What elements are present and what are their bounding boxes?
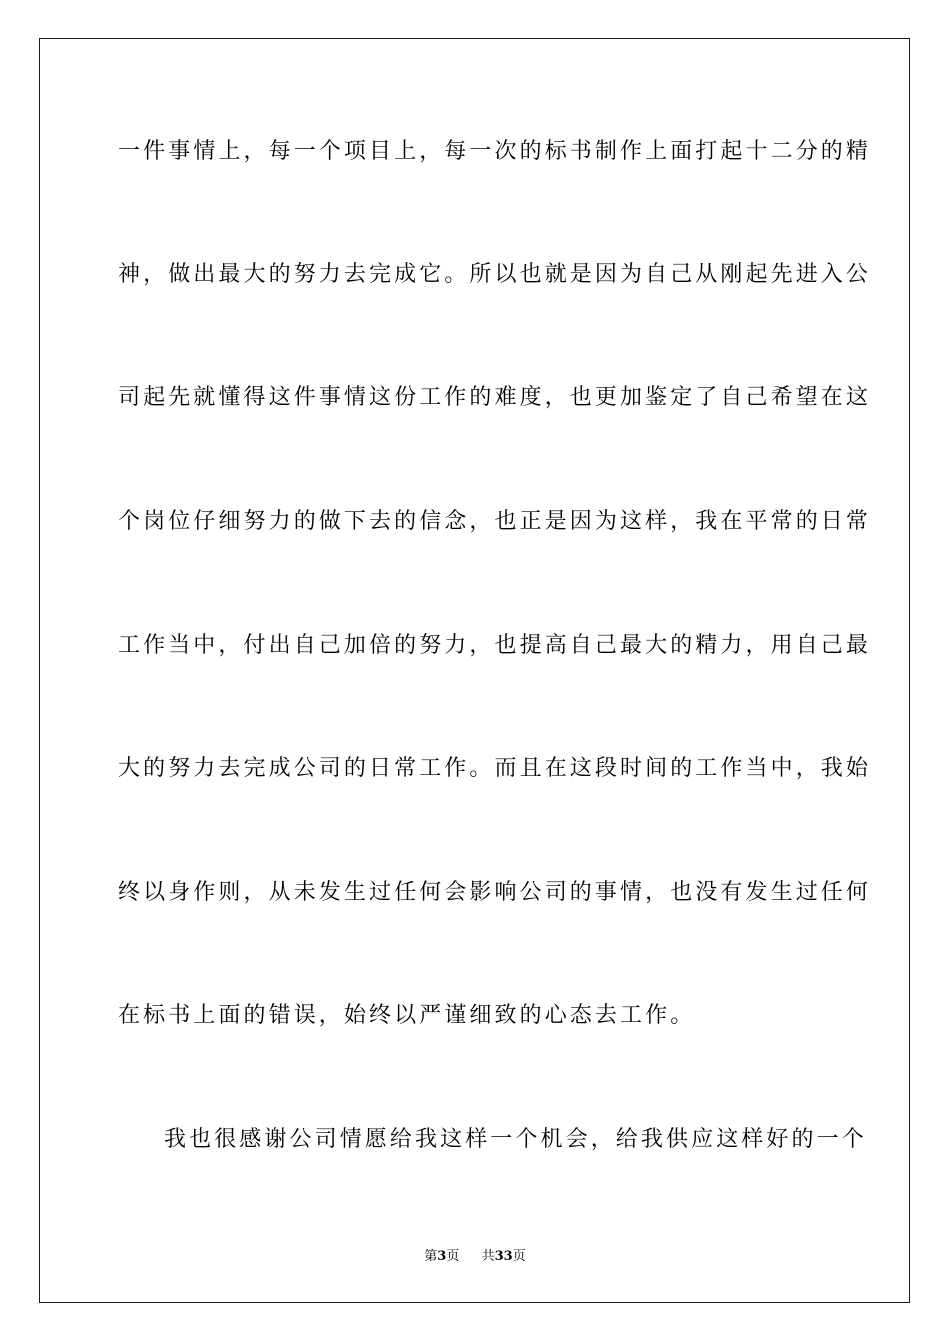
paragraph-line: 我也很感谢公司情愿给我这样一个机会，给我供应这样好的一个 bbox=[164, 1127, 867, 1152]
paragraph-line: 工作当中，付出自己加倍的努力，也提高自己最大的精力，用自己最 bbox=[118, 633, 872, 658]
page-suffix: 页 bbox=[446, 1249, 460, 1264]
page-prefix: 第 bbox=[424, 1249, 438, 1264]
paragraph-line: 司起先就懂得这件事情这份工作的难度，也更加鉴定了自己希望在这 bbox=[118, 385, 872, 410]
total-prefix: 共 bbox=[481, 1249, 495, 1264]
paragraph-line: 终以身作则，从未发生过任何会影响公司的事情，也没有发生过任何 bbox=[118, 880, 872, 905]
paragraph-line: 一件事情上，每一个项目上，每一次的标书制作上面打起十二分的精 bbox=[118, 139, 872, 164]
page-number: 3 bbox=[437, 1249, 447, 1264]
paragraph-line: 个岗位仔细努力的做下去的信念，也正是因为这样，我在平常的日常 bbox=[118, 509, 872, 534]
total-pages: 33 bbox=[494, 1249, 513, 1264]
page-border bbox=[39, 38, 910, 1303]
paragraph-line: 大的努力去完成公司的日常工作。而且在这段时间的工作当中，我始 bbox=[118, 756, 872, 781]
total-suffix: 页 bbox=[512, 1249, 526, 1264]
page-footer bbox=[0, 1248, 950, 1266]
paragraph-line: 在标书上面的错误，始终以严谨细致的心态去工作。 bbox=[118, 1003, 696, 1028]
paragraph-line: 神，做出最大的努力去完成它。所以也就是因为自己从刚起先进入公 bbox=[118, 262, 872, 287]
